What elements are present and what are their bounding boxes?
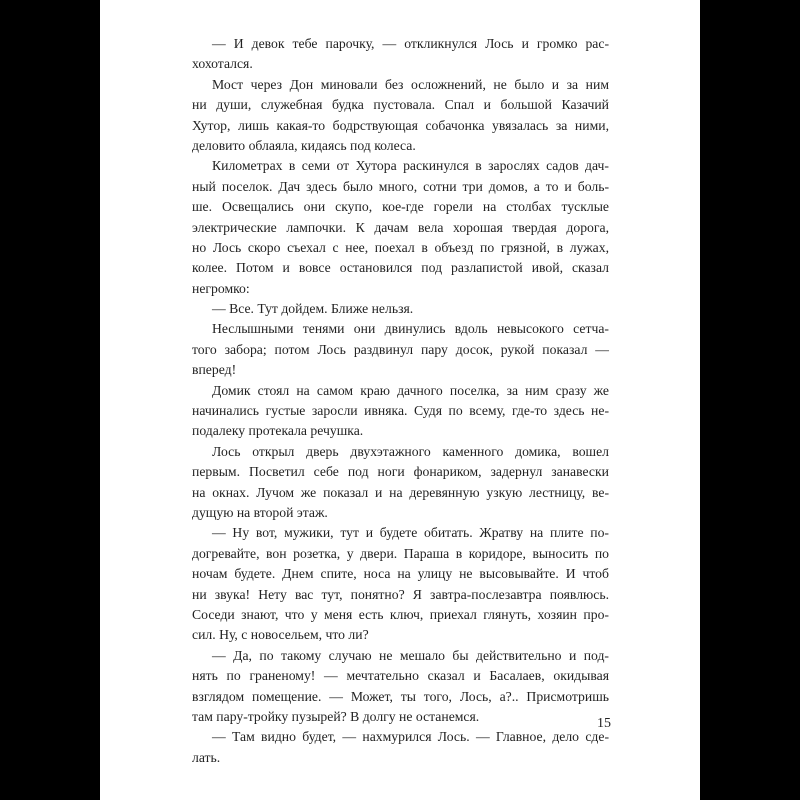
text-line: но Лось скоро съехал с нее, поехал в объезд по грязной, в лужах, [192,239,609,255]
text-line: — И девок тебе парочку, — откликнулся Лось и громко рас- [212,36,609,51]
text-line: колее. Потом и вовсе остановился под разлапистой ивой, сказал [192,260,609,276]
text-line: дущую на второй этаж. [192,504,328,520]
text-line: Домик стоял на самом краю дачного поселка, за ним сразу же [212,382,609,398]
text-line: первым. Посветил себе под ноги фонариком, задернул занавески [192,464,609,480]
text-line: ни души, служебная будка пустовала. Спал и большой Казачий [192,97,609,113]
text-line: лать. [192,749,221,765]
text-line: того забора; потом Лось раздвинул пару досок, рукой показал — [192,341,609,357]
page-number: 15 [597,716,611,731]
text-line: догревайте, вон розетка, у двери. Параша в коридоре, выносить по [192,545,609,561]
paragraph [192,523,609,645]
text-line: ный поселок. Дач здесь было много, сотни три домов, а то и боль- [192,178,609,194]
paragraph [192,299,609,319]
text-line: — Да, по такому случаю не мешало бы действительно и под- [212,647,609,663]
text-line: вперед! [192,362,237,378]
right-black-margin [700,0,800,800]
paragraph [192,727,609,768]
paragraph [192,156,609,299]
paragraph [192,381,609,442]
text-line: ше. Освещались они скупо, кое-где горели на столбах тусклые [192,199,609,215]
text-line: Лось открыл дверь двухэтажного каменного домика, вошел [212,443,609,459]
text-line: Километрах в семи от Хутора раскинулся в зарослях садов дач- [212,158,609,174]
paragraph [192,34,609,75]
text-line: — Все. Тут дойдем. Ближе нельзя. [212,301,414,317]
text-line: — Ну вот, мужики, тут и будете обитать. Жратву на плите по- [212,525,609,541]
text-line: деловито облаяла, кидаясь под колеса. [192,137,416,153]
text-line: на окнах. Лучом же показал и на деревянную узкую лестницу, ве- [192,484,609,500]
text-line: Неслышными тенями они двинулись вдоль невысокого сетча- [212,321,609,337]
text-line: хохотался. [192,56,253,72]
text-line: электрические лампочки. К дачам вела хорошая твердая дорога, [192,219,609,235]
text-line: нять по граненому! — мечтательно сказал и Басалаев, окидывая [192,668,609,684]
text-line: взглядом помещение. — Может, ты того, Лось, а?.. Присмотришь [192,688,609,704]
paragraph [192,319,609,380]
book-page [100,0,700,800]
left-black-margin [0,0,100,800]
paragraph [192,646,609,728]
text-line: там пару-тройку пузырей? В долгу не останемся. [192,708,480,724]
text-line: негромко: [192,280,250,296]
text-line: ночам будете. Днем спите, носа на улицу не высовывайте. И чтоб [192,566,609,582]
text-line: ни звука! Нету вас тут, понятно? Я завтра-послезавтра появлюсь. [192,586,609,602]
text-line: подалеку протекала речушка. [192,423,364,439]
text-line: Хутор, лишь какая-то бодрствующая собачонка увязалась за ними, [192,117,609,133]
page-text [192,34,609,768]
text-line: начинались густые заросли ивняка. Судя по всему, где-то здесь не- [192,403,609,419]
text-line: Соседи знают, что у меня есть ключ, приехал глянуть, хозяин про- [192,606,609,622]
paragraph [192,442,609,524]
text-line: Мост через Дон миновали без осложнений, не было и за ним [212,76,609,92]
text-line: сил. Ну, с новосельем, что ли? [192,627,369,643]
paragraph [192,75,609,157]
text-line: — Там видно будет, — нахмурился Лось. — Главное, дело сде- [212,729,609,745]
